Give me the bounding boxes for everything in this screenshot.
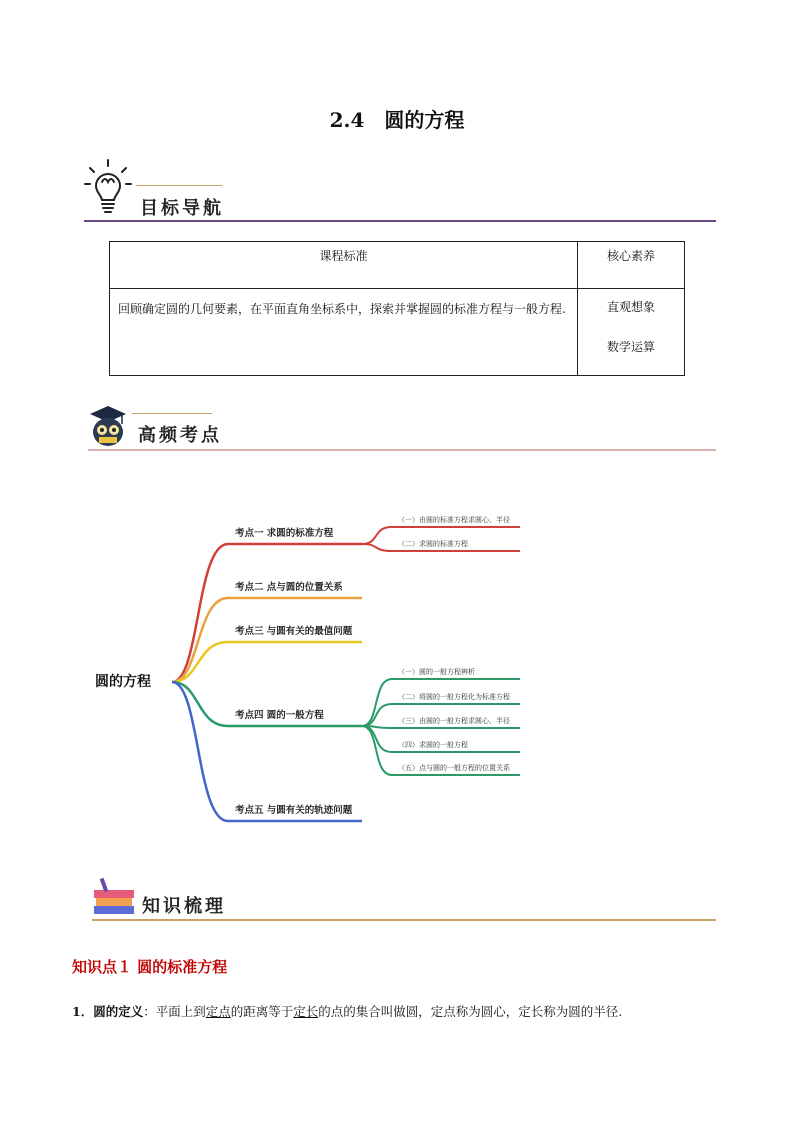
mindmap-child-label: （二）求圆的标准方程 xyxy=(398,540,468,548)
curriculum-standard-text: 回顾确定圆的几何要素，在平面直角坐标系中，探索并掌握圆的标准方程与一般方程. xyxy=(110,289,578,376)
mindmap-branch-label: 考点三 与圆有关的最值问题 xyxy=(235,626,353,637)
mindmap-child-label: （一）由圆的标准方程求圆心、半径 xyxy=(398,516,510,524)
section-goals-title: 目标导航 xyxy=(140,198,224,219)
paragraph-number: 1． xyxy=(72,1004,94,1019)
mindmap-branch-line xyxy=(172,544,362,682)
section-frequent-header xyxy=(88,404,716,468)
page-title: 2.4 圆的方程 xyxy=(329,108,465,132)
mindmap-child-label: （五）点与圆的一般方程的位置关系 xyxy=(398,764,510,772)
mindmap-child-label: （三）由圆的一般方程求圆心、半径 xyxy=(398,717,510,725)
mindmap-root: 圆的方程 xyxy=(95,674,151,690)
underlined-term: 定点 xyxy=(205,1004,231,1019)
section-knowledge-title: 知识梳理 xyxy=(142,896,226,917)
mindmap-child-label: （二）将圆的一般方程化为标准方程 xyxy=(398,693,510,701)
books-icon xyxy=(92,872,138,918)
header-core-literacy: 核心素养 xyxy=(578,242,685,289)
mindmap-branch-line xyxy=(172,642,362,682)
core-literacy-item: 数学运算 xyxy=(606,340,655,354)
mindmap-branch-label: 考点一 求圆的标准方程 xyxy=(235,528,334,539)
mindmap-branch-label: 考点四 圆的一般方程 xyxy=(235,710,324,721)
core-literacy-item: 直观想象 xyxy=(606,300,655,314)
mindmap-child-label: （一）圆的一般方程辨析 xyxy=(398,668,475,676)
underlined-term: 定长 xyxy=(293,1004,319,1019)
header-curriculum-standard: 课程标准 xyxy=(110,242,578,289)
mindmap-branch-label: 考点二 点与圆的位置关系 xyxy=(235,582,343,593)
mindmap-branch-line xyxy=(172,598,362,682)
mindmap xyxy=(0,495,560,835)
curriculum-table xyxy=(109,241,685,376)
graduate-owl-icon xyxy=(88,404,128,448)
knowledge-point-heading: 知识点１ 圆的标准方程 xyxy=(72,958,228,976)
section-knowledge-header xyxy=(92,872,716,936)
section-goals-header xyxy=(84,158,716,222)
mindmap-child-line xyxy=(362,726,520,728)
mindmap-branch-line xyxy=(172,682,362,821)
mindmap-branch-label: 考点五 与圆有关的轨迹问题 xyxy=(235,805,353,816)
core-literacy-list xyxy=(578,289,685,376)
section-frequent-title: 高频考点 xyxy=(138,425,222,446)
definition-term: 圆的定义 xyxy=(93,1004,144,1019)
mindmap-child-label: （四）求圆的一般方程 xyxy=(398,741,468,749)
definition-paragraph: 1．圆的定义：平面上到定点的距离等于定长的点的集合叫做圆，定点称为圆心，定长称为圆的半径. xyxy=(72,1004,623,1019)
lightbulb-icon xyxy=(84,158,132,218)
